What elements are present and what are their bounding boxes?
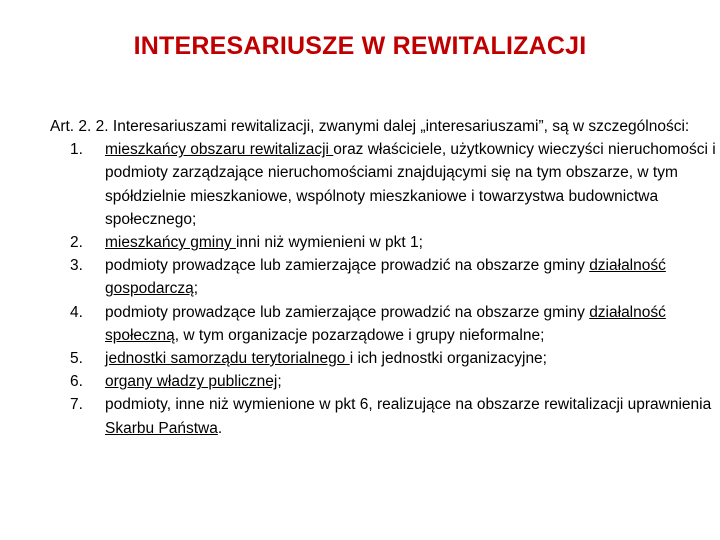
item-number: 7.	[70, 396, 83, 414]
list-item	[50, 301, 718, 347]
item-text: ;	[193, 280, 199, 298]
item-underlined: Skarbu Państwa	[105, 419, 218, 437]
item-number: 5.	[70, 350, 83, 368]
article-label: Art. 2. 2.	[50, 118, 109, 135]
article-intro-text: rewitalizacji, zwanymi dalej „interesariuszami”, są w szczególności:	[226, 118, 690, 135]
page-title: INTERESARIUSZE W REWITALIZACJI	[133, 32, 587, 60]
list-item	[50, 347, 718, 370]
item-text: oraz właściciele, użytkownicy wieczyści nieruchomości i podmioty zarządzające nieruchomościami znajdującymi się na tym obszarze, w tym spółdzielnie mieszkaniowe, wspólnoty mieszkaniowe i towarzystwa budownictwa społecznego;	[105, 141, 716, 228]
item-underlined: działalność społeczną	[105, 303, 666, 344]
article-intro	[50, 115, 718, 138]
list-item	[50, 254, 718, 300]
item-text: .	[217, 419, 223, 437]
article-term: Interesariuszami	[112, 118, 227, 135]
item-text: , w tym organizacje pozarządowe i grupy nieformalne;	[174, 326, 545, 344]
item-text: i ich jednostki organizacyjne;	[349, 350, 547, 368]
item-underlined: organy władzy publicznej	[105, 373, 278, 391]
article-body	[50, 115, 718, 440]
item-number: 2.	[70, 234, 83, 252]
item-number: 6.	[70, 373, 83, 391]
list-item	[50, 231, 718, 254]
item-text-pre: podmioty prowadzące lub zamierzające prowadzić na obszarze gminy	[105, 303, 590, 321]
item-underlined: jednostki samorządu terytorialnego	[105, 350, 350, 368]
item-text-pre: podmioty prowadzące lub zamierzające prowadzić na obszarze gminy	[105, 257, 590, 275]
list-item	[50, 138, 718, 231]
item-number: 3.	[70, 257, 83, 275]
item-text: ;	[277, 373, 282, 391]
item-underlined: mieszkańcy gminy	[105, 234, 236, 252]
item-text-pre: podmioty, inne niż wymienione w pkt 6, realizujące na obszarze rewitalizacji uprawnienia	[105, 396, 712, 414]
list-item	[50, 370, 718, 393]
item-text: inni niż wymienieni w pkt 1;	[235, 234, 423, 252]
list-item	[50, 393, 718, 439]
item-number: 4.	[70, 303, 83, 321]
item-underlined: działalność gospodarczą	[105, 257, 666, 298]
item-number: 1.	[70, 141, 83, 159]
item-underlined: mieszkańcy obszaru rewitalizacji	[105, 141, 334, 159]
